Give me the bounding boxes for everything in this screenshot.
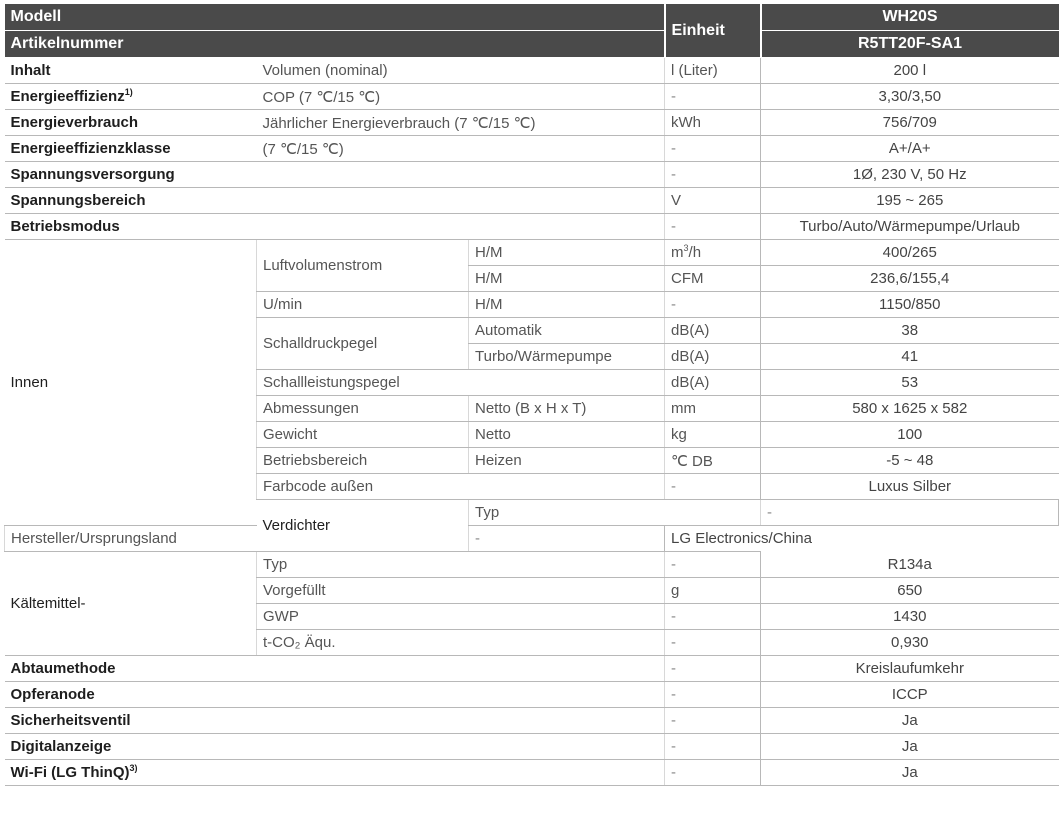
row-label: Spannungsbereich bbox=[5, 188, 665, 214]
group-label-verdichter: Verdichter bbox=[257, 500, 469, 552]
row-subsub: Automatik bbox=[469, 318, 665, 344]
row-sub: Abmessungen bbox=[257, 396, 469, 422]
row-label: Opferanode bbox=[5, 682, 665, 708]
unit-header: Einheit bbox=[665, 4, 761, 58]
row-unit: - bbox=[665, 682, 761, 708]
row-unit: dB(A) bbox=[665, 318, 761, 344]
row-label: Abtaumethode bbox=[5, 656, 665, 682]
row-value: LG Electronics/China bbox=[665, 526, 761, 552]
article-value: R5TT20F-SA1 bbox=[761, 31, 1059, 58]
row-unit: - bbox=[665, 604, 761, 630]
model-label: Modell bbox=[5, 4, 665, 31]
row-value: Ja bbox=[761, 760, 1059, 786]
row-unit: - bbox=[665, 734, 761, 760]
model-value: WH20S bbox=[761, 4, 1059, 31]
header-row-model bbox=[5, 4, 1059, 31]
row-sub: Farbcode außen bbox=[257, 474, 665, 500]
table-row bbox=[5, 240, 1059, 266]
row-subsub: Turbo/Wärmepumpe bbox=[469, 344, 665, 370]
footnote-mark: 3) bbox=[129, 763, 138, 773]
row-unit: - bbox=[665, 136, 761, 162]
row-unit: kg bbox=[665, 422, 761, 448]
unit-base: m bbox=[671, 244, 684, 261]
row-unit: g bbox=[665, 578, 761, 604]
row-sub: GWP bbox=[257, 604, 665, 630]
table-row bbox=[5, 110, 1059, 136]
row-value: 1Ø, 230 V, 50 Hz bbox=[761, 162, 1059, 188]
row-value: Ja bbox=[761, 734, 1059, 760]
table-row bbox=[5, 162, 1059, 188]
row-unit: - bbox=[665, 474, 761, 500]
row-value: 756/709 bbox=[761, 110, 1059, 136]
row-sub: Volumen (nominal) bbox=[257, 58, 665, 84]
unit-superscript: 3 bbox=[683, 243, 689, 253]
row-label-text: Energieeffizienz bbox=[10, 88, 125, 105]
row-unit: - bbox=[469, 526, 665, 552]
row-unit: CFM bbox=[665, 266, 761, 292]
row-value: Luxus Silber bbox=[761, 474, 1059, 500]
row-subsub: H/M bbox=[469, 266, 665, 292]
table-row bbox=[5, 656, 1059, 682]
row-sub: Jährlicher Energieverbrauch (7 ℃/15 ℃) bbox=[257, 110, 665, 136]
row-label bbox=[5, 84, 257, 110]
row-value: 400/265 bbox=[761, 240, 1059, 266]
row-sub: Hersteller/Ursprungsland bbox=[5, 526, 469, 552]
row-sub: Typ bbox=[257, 552, 665, 578]
table-row bbox=[5, 214, 1059, 240]
row-unit: - bbox=[665, 630, 761, 656]
group-label-kaeltemittel: Kältemittel- bbox=[5, 552, 257, 656]
table-row bbox=[5, 84, 1059, 110]
row-label: Betriebsmodus bbox=[5, 214, 665, 240]
row-sub: Luftvolumenstrom bbox=[257, 240, 469, 292]
row-label: Spannungsversorgung bbox=[5, 162, 665, 188]
row-sub: Betriebsbereich bbox=[257, 448, 469, 474]
table-row bbox=[5, 734, 1059, 760]
header-row-article bbox=[5, 31, 1059, 58]
row-sub: Schallleistungspegel bbox=[257, 370, 665, 396]
row-unit: - bbox=[761, 500, 1059, 526]
row-sub: Vorgefüllt bbox=[257, 578, 665, 604]
row-subsub: H/M bbox=[469, 292, 665, 318]
row-label bbox=[5, 760, 665, 786]
row-sub: Gewicht bbox=[257, 422, 469, 448]
row-value: Kreislaufumkehr bbox=[761, 656, 1059, 682]
row-unit: kWh bbox=[665, 110, 761, 136]
row-value: 650 bbox=[761, 578, 1059, 604]
row-sub: Typ bbox=[469, 500, 761, 526]
table-row bbox=[5, 526, 1059, 552]
row-value: 3,30/3,50 bbox=[761, 84, 1059, 110]
row-unit: mm bbox=[665, 396, 761, 422]
row-unit: - bbox=[665, 214, 761, 240]
table-row bbox=[5, 708, 1059, 734]
row-value: 1150/850 bbox=[761, 292, 1059, 318]
row-value: R134a bbox=[761, 552, 1059, 578]
unit-rest: /h bbox=[688, 244, 702, 261]
row-value: 41 bbox=[761, 344, 1059, 370]
spec-table bbox=[4, 4, 1059, 786]
row-unit: - bbox=[665, 162, 761, 188]
row-subsub: Netto (B x H x T) bbox=[469, 396, 665, 422]
row-label: Digitalanzeige bbox=[5, 734, 665, 760]
row-value: A+/A+ bbox=[761, 136, 1059, 162]
row-sub: Schalldruckpegel bbox=[257, 318, 469, 370]
row-unit: dB(A) bbox=[665, 344, 761, 370]
row-value: 0,930 bbox=[761, 630, 1059, 656]
row-sub: t-CO₂ Äqu. bbox=[257, 630, 665, 656]
row-value: ICCP bbox=[761, 682, 1059, 708]
row-value: 195 ~ 265 bbox=[761, 188, 1059, 214]
row-unit: - bbox=[665, 760, 761, 786]
row-value: 580 x 1625 x 582 bbox=[761, 396, 1059, 422]
row-sub: COP (7 ℃/15 ℃) bbox=[257, 84, 665, 110]
table-row bbox=[5, 552, 1059, 578]
row-label: Energieeffizienzklasse bbox=[5, 136, 257, 162]
row-value: Turbo/Auto/Wärmepumpe/Urlaub bbox=[761, 214, 1059, 240]
spec-table-container bbox=[4, 4, 1058, 786]
row-value: 1430 bbox=[761, 604, 1059, 630]
table-row bbox=[5, 58, 1059, 84]
row-value: 38 bbox=[761, 318, 1059, 344]
row-value: Ja bbox=[761, 708, 1059, 734]
group-label-innen: Innen bbox=[5, 240, 257, 526]
row-unit: l (Liter) bbox=[665, 58, 761, 84]
footnote-mark: 1) bbox=[124, 87, 133, 97]
row-sub: (7 ℃/15 ℃) bbox=[257, 136, 665, 162]
table-row bbox=[5, 188, 1059, 214]
row-label: Sicherheitsventil bbox=[5, 708, 665, 734]
table-row bbox=[5, 682, 1059, 708]
row-unit: - bbox=[665, 84, 761, 110]
row-unit: V bbox=[665, 188, 761, 214]
row-value: 53 bbox=[761, 370, 1059, 396]
row-subsub: Netto bbox=[469, 422, 665, 448]
row-value: 100 bbox=[761, 422, 1059, 448]
table-row bbox=[5, 760, 1059, 786]
row-unit: - bbox=[665, 552, 761, 578]
row-label-text: Wi-Fi (LG ThinQ) bbox=[10, 764, 130, 781]
row-label: Energieverbrauch bbox=[5, 110, 257, 136]
row-subsub: Heizen bbox=[469, 448, 665, 474]
row-unit: - bbox=[665, 292, 761, 318]
row-sub: U/min bbox=[257, 292, 469, 318]
row-unit: ℃ DB bbox=[665, 448, 761, 474]
row-value: 200 l bbox=[761, 58, 1059, 84]
article-label: Artikelnummer bbox=[5, 31, 665, 58]
row-value: 236,6/155,4 bbox=[761, 266, 1059, 292]
table-row bbox=[5, 136, 1059, 162]
row-label: Inhalt bbox=[5, 58, 257, 84]
row-unit bbox=[665, 240, 761, 266]
row-unit: - bbox=[665, 708, 761, 734]
row-unit: - bbox=[665, 656, 761, 682]
row-subsub: H/M bbox=[469, 240, 665, 266]
row-value: -5 ~ 48 bbox=[761, 448, 1059, 474]
row-unit: dB(A) bbox=[665, 370, 761, 396]
